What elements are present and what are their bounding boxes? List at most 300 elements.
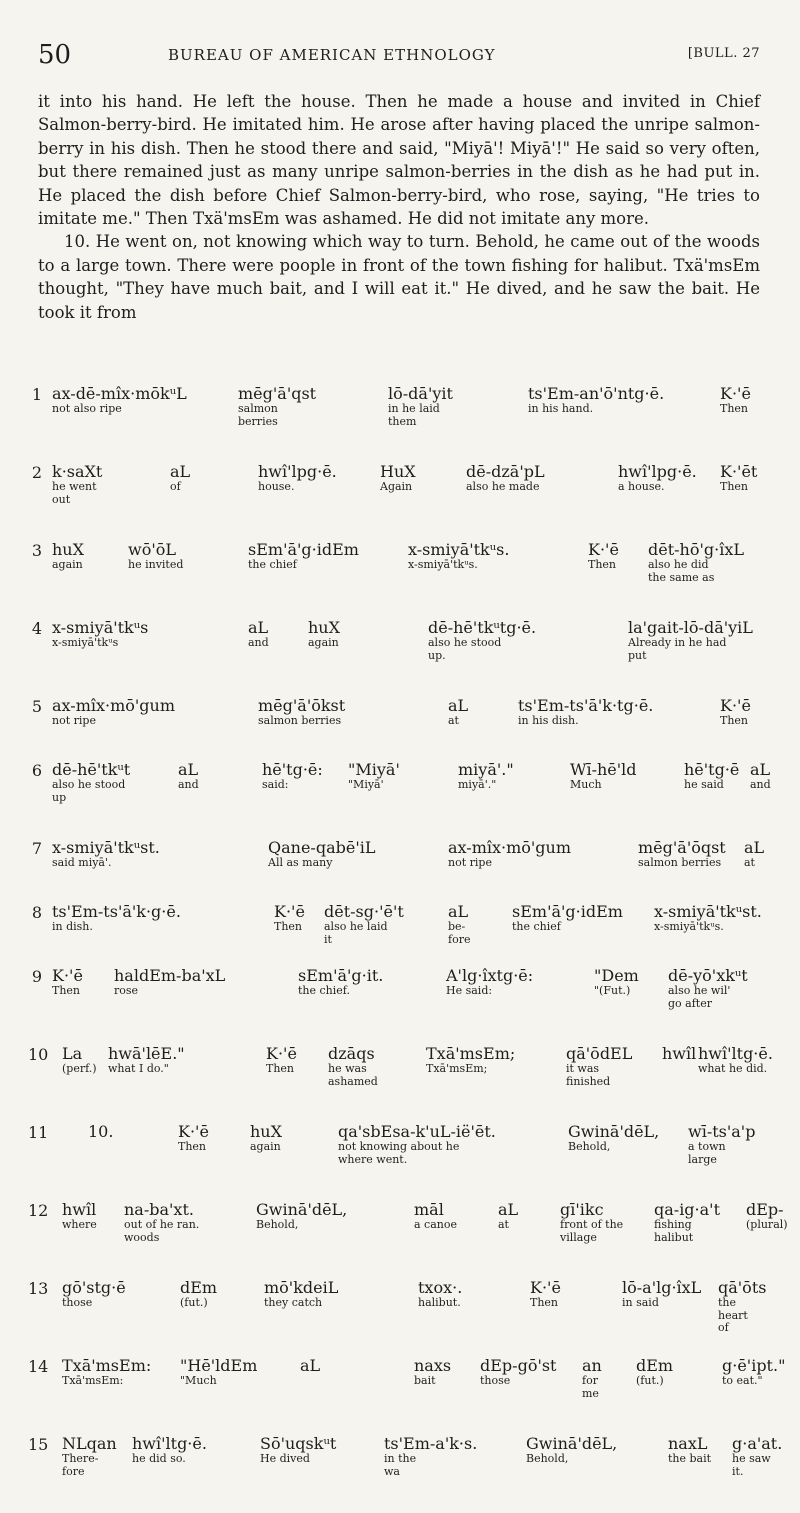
word-gloss: front of the village [560, 1218, 624, 1244]
native-word: hē'tg·ē: [262, 760, 323, 779]
native-word: haldEm-ba'xL [114, 966, 226, 985]
word-gloss: Much [570, 778, 602, 791]
word-block [178, 761, 199, 792]
word-block [52, 761, 130, 804]
interlinear-line [28, 697, 768, 761]
word-block [718, 1279, 768, 1335]
word-block [258, 697, 345, 728]
native-word: ts'Em-ts'ā'k·g·ē. [52, 902, 181, 921]
word-block [466, 463, 545, 494]
native-word: aL [170, 462, 191, 481]
word-block [238, 385, 316, 428]
interlinear-line [28, 1279, 768, 1357]
native-word: hwî'lpg·ē. [618, 462, 697, 481]
word-gloss: Then [178, 1140, 207, 1153]
word-gloss: in his dish. [518, 714, 579, 727]
native-word: gī'ikc [560, 1200, 604, 1219]
running-title: BUREAU OF AMERICAN ETHNOLOGY [168, 46, 496, 64]
word-gloss: said: [262, 778, 289, 791]
native-word: K·'ē [720, 696, 751, 715]
word-gloss: for me [582, 1374, 599, 1400]
line-number: 8 [31, 903, 42, 922]
word-block [526, 1435, 617, 1466]
word-block [300, 1357, 320, 1375]
native-word: K·'ēt [720, 462, 758, 481]
word-block [52, 541, 84, 572]
native-word: sEm'ā'g·idEm [512, 902, 623, 921]
native-word: sEm'ā'g·it. [298, 966, 384, 985]
word-gloss: be- fore [448, 920, 471, 946]
native-word: huX [250, 1122, 282, 1141]
word-block [588, 541, 619, 572]
native-word: mēg'ā'ōqst [638, 838, 726, 857]
word-gloss: "Much [180, 1374, 217, 1387]
native-word: dzāqs [328, 1044, 375, 1063]
word-gloss: where [62, 1218, 97, 1231]
interlinear-line [28, 1434, 783, 1513]
word-gloss: There- fore [62, 1452, 99, 1478]
native-word: hwî'lpg·ē. [258, 462, 337, 481]
word-block [668, 967, 748, 1010]
word-gloss: not also ripe [52, 402, 122, 415]
line-number: 4 [31, 619, 42, 638]
word-block [448, 903, 470, 946]
word-block [132, 1435, 207, 1466]
word-gloss: halibut. [418, 1296, 461, 1309]
word-block [688, 1123, 755, 1166]
native-word: ax-mîx·mō'gum [52, 696, 176, 715]
word-block [668, 1435, 711, 1466]
native-word: aL [248, 618, 269, 637]
native-word: Gwinā'dēL, [256, 1200, 348, 1219]
native-word: dē-hē'tkᵘt [52, 760, 131, 779]
native-word: K·'ē [266, 1044, 297, 1063]
line-number: 12 [28, 1201, 49, 1220]
word-gloss: a town large [688, 1140, 726, 1166]
interlinear-line [28, 760, 771, 839]
native-word: dē-yō'xkᵘt [668, 966, 748, 985]
word-gloss: in the wa [384, 1452, 417, 1478]
word-block [108, 1045, 185, 1076]
word-gloss: those [62, 1296, 93, 1309]
word-gloss: the chief. [298, 984, 350, 997]
word-block [52, 967, 83, 998]
word-gloss: they catch [264, 1296, 323, 1309]
native-word: 10. [88, 1122, 114, 1141]
word-gloss: and [178, 778, 199, 791]
word-block [698, 1045, 773, 1076]
word-gloss: the chief [512, 920, 561, 933]
line-number: 14 [28, 1357, 49, 1376]
native-word: x-smiyā'tkᵘs [52, 618, 149, 637]
prose-paragraph: it into his hand. He left the house. Then he made a house and invited in Chief Salmon-berry-bird. He imitated him. He arose after having placed the unripe salmon-berry in his dish. Then he stood there and said, "Miyā'! Miyā'!" He said so very often, but there remained just as many unripe salmon-berries in the dish as he had put in. He placed the dish before Chief Salmon-berry-bird, who rose, saying, "He tries to imitate me." Then Txä'msEm was ashamed. He did not imitate any more. [38, 92, 760, 229]
word-gloss: at [744, 856, 755, 869]
native-word: Qane-qabē'iL [268, 838, 376, 857]
native-word: dēt-sg·'ē't [324, 902, 404, 921]
native-word: dEm [636, 1356, 674, 1375]
word-block [654, 903, 762, 934]
word-gloss: a house. [618, 480, 665, 493]
word-block [408, 541, 509, 572]
native-word: g·ē'ipt." [722, 1356, 786, 1375]
native-word: dēt-hō'g·îxL [648, 540, 744, 559]
word-block [448, 697, 468, 728]
interlinear-line [28, 1044, 773, 1123]
word-gloss: what he did. [698, 1062, 768, 1075]
native-word: Sō'uqskᵘt [260, 1434, 337, 1453]
line-number: 11 [28, 1123, 49, 1142]
native-word: qā'ōdEL [566, 1044, 633, 1063]
word-gloss: again [250, 1140, 281, 1153]
native-word: ts'Em-an'ō'ntg·ē. [528, 384, 665, 403]
native-word: mō'kdeiL [264, 1278, 339, 1297]
word-gloss: Behold, [526, 1452, 569, 1465]
line-number: 9 [31, 967, 42, 986]
word-block [720, 385, 751, 416]
native-word: Txā'msEm: [62, 1356, 152, 1375]
word-gloss: (fut.) [636, 1374, 664, 1387]
native-word: dEm [180, 1278, 218, 1297]
native-word: aL [178, 760, 199, 779]
word-block [418, 1279, 462, 1310]
interlinear-line [28, 385, 768, 463]
line-number: 3 [31, 541, 42, 560]
native-word: dē-dzā'pL [466, 462, 545, 481]
word-block [380, 463, 416, 494]
word-block [258, 463, 337, 494]
word-block [62, 1279, 126, 1310]
word-gloss: he said [684, 778, 724, 791]
native-word: wī-ts'a'p [688, 1122, 756, 1141]
word-block [582, 1357, 602, 1400]
word-block [498, 1201, 518, 1232]
native-word: huX [308, 618, 340, 637]
native-word: qa'sbEsa-k'uL-ië'ēt. [338, 1122, 496, 1141]
word-block [178, 1123, 209, 1154]
word-gloss: and [248, 636, 269, 649]
word-block [480, 1357, 556, 1388]
native-word: aL [300, 1356, 321, 1375]
word-block [628, 619, 753, 662]
word-gloss: Already in he had put [628, 636, 727, 662]
word-block [654, 1201, 720, 1244]
native-word: huX [52, 540, 84, 559]
word-block [570, 761, 637, 792]
word-block [52, 619, 148, 650]
word-gloss: bait [414, 1374, 436, 1387]
word-block [530, 1279, 561, 1310]
interlinear-line [28, 619, 768, 697]
word-block [518, 697, 653, 728]
line-number: 15 [28, 1435, 49, 1454]
word-gloss: Txā'msEm: [62, 1374, 124, 1387]
native-word: ax-mîx·mō'gum [448, 838, 572, 857]
word-gloss: Then [266, 1062, 295, 1075]
word-gloss: also he stood up. [428, 636, 502, 662]
word-gloss: (fut.) [180, 1296, 208, 1309]
native-word: gō'stg·ē [62, 1278, 126, 1297]
native-word: ax-dē-mîx·mōkᵘL [52, 384, 187, 403]
word-gloss: Then [720, 480, 749, 493]
interlinear-line [28, 1200, 788, 1279]
word-block [720, 697, 751, 728]
word-gloss: Behold, [568, 1140, 611, 1153]
word-gloss: "(Fut.) [594, 984, 631, 997]
word-block [648, 541, 744, 584]
word-gloss: He dived [260, 1452, 310, 1465]
word-block [662, 1045, 696, 1063]
word-block [308, 619, 340, 650]
native-word: K·'ē [588, 540, 619, 559]
word-gloss: said miyā'. [52, 856, 112, 869]
word-gloss: Txā'msEm; [426, 1062, 488, 1075]
word-gloss: the heart of [718, 1296, 748, 1334]
native-word: hwî'ltg·ē. [132, 1434, 207, 1453]
word-gloss: in said [622, 1296, 659, 1309]
word-block [428, 619, 536, 662]
native-word: dē-hē'tkᵘtg·ē. [428, 618, 537, 637]
native-word: la'gait-lō-dā'yiL [628, 618, 753, 637]
native-word: dEp- [746, 1200, 784, 1219]
word-gloss: not knowing about he where went. [338, 1140, 460, 1166]
native-word: aL [448, 696, 469, 715]
word-gloss: a canoe [414, 1218, 457, 1231]
word-gloss: Then [530, 1296, 559, 1309]
native-word: lō-a'lg·îxL [622, 1278, 702, 1297]
native-word: Gwinā'dēL, [526, 1434, 618, 1453]
native-word: ts'Em-a'k·s. [384, 1434, 478, 1453]
word-block [264, 1279, 338, 1310]
line-number: 6 [31, 761, 42, 780]
word-gloss: those [480, 1374, 511, 1387]
word-block [180, 1357, 257, 1388]
word-gloss: x-smiyā'tkᵘs [52, 636, 119, 649]
native-word: an [582, 1356, 602, 1375]
interlinear-line [28, 967, 768, 1045]
word-block [638, 839, 726, 870]
word-block [414, 1357, 451, 1388]
word-block [52, 697, 175, 728]
native-word: K·'ē [274, 902, 305, 921]
word-gloss: the chief [248, 558, 297, 571]
word-block [266, 1045, 297, 1076]
word-block [338, 1123, 496, 1166]
word-block [250, 1123, 282, 1154]
word-gloss: not ripe [52, 714, 96, 727]
line-number: 5 [31, 697, 42, 716]
interlinear-line [28, 903, 768, 967]
native-word: aL [744, 838, 765, 857]
native-word: Txā'msEm; [426, 1044, 516, 1063]
native-word: K·'ē [52, 966, 83, 985]
word-block [384, 1435, 477, 1478]
native-word: Gwinā'dēL, [568, 1122, 660, 1141]
word-block [744, 839, 764, 870]
word-gloss: He said: [446, 984, 493, 997]
word-gloss: at [448, 714, 459, 727]
word-block [528, 385, 664, 416]
native-word: HuX [380, 462, 416, 481]
native-word: g·a'at. [732, 1434, 783, 1453]
word-block [426, 1045, 515, 1076]
native-word: "Hē'ldEm [180, 1356, 258, 1375]
line-number: 1 [31, 385, 42, 404]
word-gloss: again [308, 636, 339, 649]
word-block [52, 903, 181, 934]
word-gloss: Again [380, 480, 413, 493]
word-gloss: x-smiyā'tkᵘs. [654, 920, 724, 933]
word-gloss: in dish. [52, 920, 93, 933]
word-gloss: to eat." [722, 1374, 763, 1387]
native-word: naxL [668, 1434, 708, 1453]
word-gloss: Behold, [256, 1218, 299, 1231]
word-block [732, 1435, 782, 1478]
interlinear-line [28, 463, 768, 541]
native-word: hwîl [662, 1044, 697, 1063]
word-block [512, 903, 623, 934]
interlinear-line [28, 1356, 786, 1435]
word-gloss: the bait [668, 1452, 712, 1465]
word-gloss: what I do." [108, 1062, 169, 1075]
word-gloss: at [498, 1218, 509, 1231]
word-block [746, 1201, 788, 1232]
word-block [62, 1045, 97, 1076]
word-gloss: miyā'." [458, 778, 497, 791]
native-word: māl [414, 1200, 444, 1219]
word-gloss: also he stood up [52, 778, 126, 804]
word-block [568, 1123, 659, 1154]
prose-paragraph: 10. He went on, not knowing which way to turn. Behold, he came out of the woods to a large town. There were poople in front of the town fishing for halibut. Txä'msEm thought, "They have much bait, and I will eat it." He dived, and he saw the bait. He took it from [38, 232, 760, 322]
native-word: mēg'ā'qst [238, 384, 317, 403]
word-block [594, 967, 639, 998]
native-word: "Dem [594, 966, 639, 985]
word-gloss: he went out [52, 480, 97, 506]
word-block [750, 761, 771, 792]
native-word: hwî'ltg·ē. [698, 1044, 773, 1063]
page-header [38, 40, 760, 70]
native-word: K·'ē [720, 384, 751, 403]
word-block [62, 1357, 151, 1388]
word-block [114, 967, 225, 998]
word-block [248, 619, 269, 650]
word-gloss: he did so. [132, 1452, 186, 1465]
word-block [248, 541, 359, 572]
word-block [124, 1201, 199, 1244]
word-gloss: Then [274, 920, 303, 933]
word-block [62, 1435, 117, 1478]
word-block [324, 903, 404, 946]
word-gloss: fishing halibut [654, 1218, 694, 1244]
word-gloss: not ripe [448, 856, 492, 869]
word-gloss: also he wil' go after [668, 984, 731, 1010]
word-block [88, 1123, 113, 1141]
native-word: na-ba'xt. [124, 1200, 194, 1219]
native-word: Wī-hē'ld [570, 760, 637, 779]
native-word: hwā'lēE." [108, 1044, 185, 1063]
native-word: hē'tg·ē [684, 760, 740, 779]
word-gloss: salmon berries [258, 714, 342, 727]
word-block [414, 1201, 457, 1232]
word-gloss: rose [114, 984, 139, 997]
word-gloss: of [170, 480, 181, 493]
word-block [262, 761, 323, 792]
word-gloss: he invited [128, 558, 184, 571]
word-block [388, 385, 453, 428]
word-block [62, 1201, 97, 1232]
native-word: naxs [414, 1356, 452, 1375]
word-block [180, 1279, 217, 1310]
word-gloss: it was finished [566, 1062, 611, 1088]
native-word: hwîl [62, 1200, 97, 1219]
word-gloss: All as many [268, 856, 333, 869]
page-number: 50 [38, 40, 72, 70]
word-block [684, 761, 739, 792]
word-gloss: Then [720, 714, 749, 727]
word-gloss: also he did the same as [648, 558, 715, 584]
native-word: aL [750, 760, 771, 779]
word-gloss: again [52, 558, 83, 571]
native-word: sEm'ā'g·idEm [248, 540, 359, 559]
word-block [274, 903, 305, 934]
word-gloss: he saw it. [732, 1452, 771, 1478]
word-block [622, 1279, 701, 1310]
word-gloss: also he made [466, 480, 540, 493]
word-block [720, 463, 757, 494]
word-gloss: out of he ran. woods [124, 1218, 200, 1244]
word-gloss: salmon berries [238, 402, 278, 428]
native-word: x-smiyā'tkᵘs. [408, 540, 510, 559]
word-block [566, 1045, 632, 1088]
native-word: miyā'." [458, 760, 514, 779]
native-word: NLqan [62, 1434, 117, 1453]
native-word: txox·. [418, 1278, 463, 1297]
word-gloss: (plural) [746, 1218, 788, 1231]
line-number: 7 [31, 839, 42, 858]
native-word: K·'ē [178, 1122, 209, 1141]
word-gloss: salmon berries [638, 856, 722, 869]
native-word: dEp-gō'st [480, 1356, 557, 1375]
word-block [52, 463, 102, 506]
word-gloss: in he laid them [388, 402, 440, 428]
word-block [348, 761, 400, 792]
word-gloss: also he laid it [324, 920, 388, 946]
line-number: 10 [28, 1045, 49, 1064]
word-block [458, 761, 514, 792]
word-gloss: (perf.) [62, 1062, 97, 1075]
word-block [328, 1045, 378, 1088]
interlinear-text [28, 384, 788, 1513]
word-block [170, 463, 190, 494]
word-block [636, 1357, 673, 1388]
native-word: qa-ig·a't [654, 1200, 720, 1219]
word-gloss: house. [258, 480, 295, 493]
native-word: A'lg·îxtg·ē: [446, 966, 534, 985]
word-block [256, 1201, 347, 1232]
word-block [128, 541, 183, 572]
line-number: 13 [28, 1279, 49, 1298]
word-block [268, 839, 375, 870]
native-word: x-smiyā'tkᵘst. [52, 838, 160, 857]
word-gloss: x-smiyā'tkᵘs. [408, 558, 478, 571]
word-gloss: Then [720, 402, 749, 415]
bulletin-label: [BULL. 27 [687, 46, 760, 61]
native-word: La [62, 1044, 83, 1063]
word-block [618, 463, 697, 494]
native-word: "Miyā' [348, 760, 400, 779]
native-word: aL [498, 1200, 519, 1219]
word-gloss: in his hand. [528, 402, 594, 415]
word-gloss: Then [588, 558, 617, 571]
